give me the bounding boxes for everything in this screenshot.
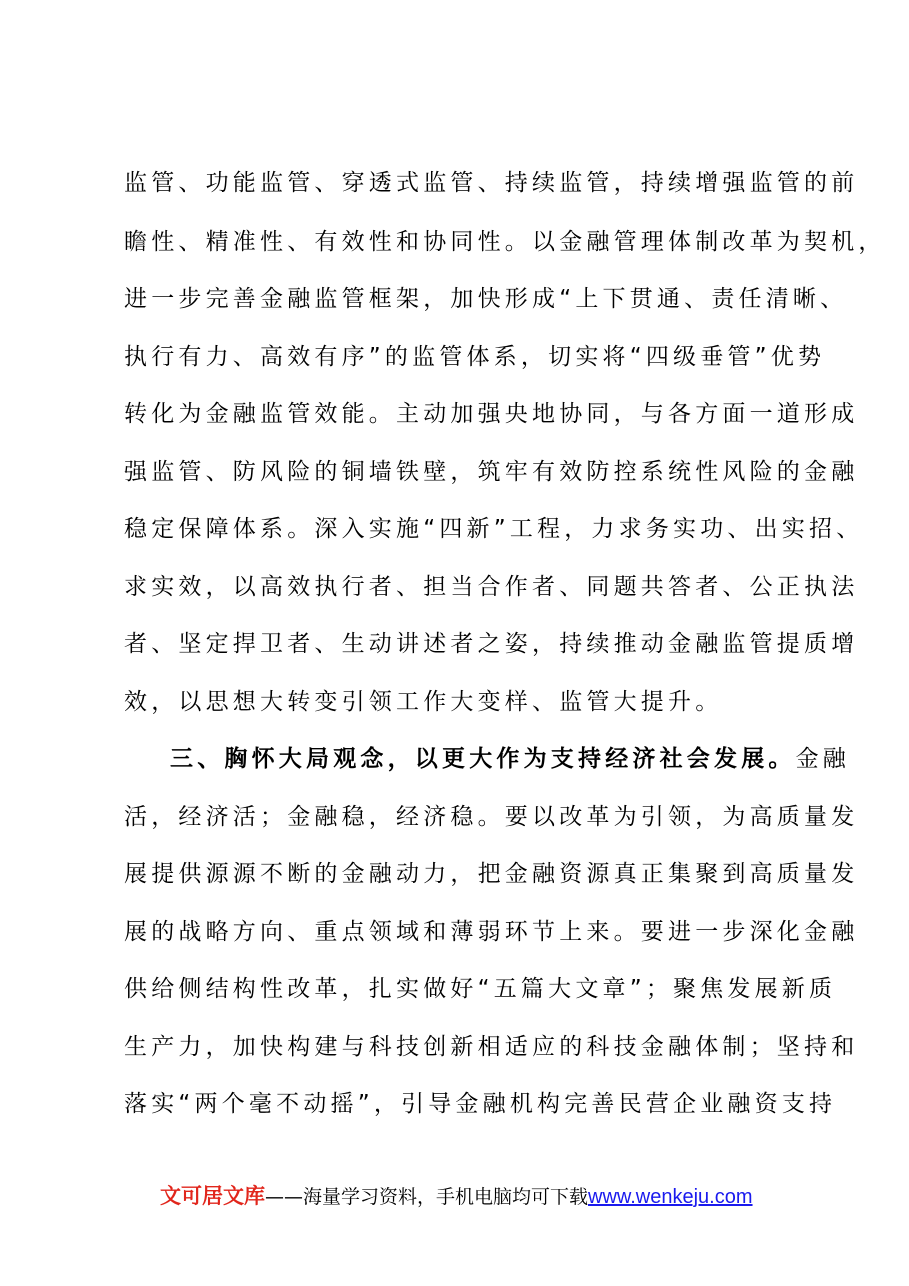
paragraph-line: 瞻性、精准性、有效性和协同性。以金融管理体制改革为契机， — [124, 229, 886, 255]
paragraph-line: 活，经济活；金融稳，经济稳。要以改革为引领，为高质量发 — [124, 804, 859, 830]
section-heading-tail: 金融 — [795, 746, 851, 772]
paragraph-line: 生产力，加快构建与科技创新相适应的科技金融体制；坚持和 — [124, 1034, 859, 1060]
paragraph-line: 监管、功能监管、穿透式监管、持续监管，持续增强监管的前 — [124, 170, 859, 196]
paragraph-line: 展提供源源不断的金融动力，把金融资源真正集聚到高质量发 — [124, 861, 859, 887]
paragraph-line: 求实效，以高效执行者、担当合作者、同题共答者、公正执法 — [124, 574, 859, 600]
paragraph-line: 强监管、防风险的铜墙铁壁，筑牢有效防控系统性风险的金融 — [124, 459, 859, 485]
paragraph-line: 者、坚定捍卫者、生动讲述者之姿，持续推动金融监管提质增 — [124, 631, 859, 657]
footer-tagline: ——海量学习资料，手机电脑均可下载 — [265, 1186, 589, 1208]
paragraph-line: 稳定保障体系。深入实施“四新”工程，力求务实功、出实招、 — [124, 516, 864, 542]
paragraph-line: 供给侧结构性改革，扎实做好“五篇大文章”；聚焦发展新质 — [124, 976, 837, 1002]
section-heading: 三、胸怀大局观念，以更大作为支持经济社会发展。 — [170, 746, 796, 772]
paragraph-line: 效，以思想大转变引领工作大变样、监管大提升。 — [124, 689, 723, 715]
section-heading-line — [170, 744, 851, 774]
paragraph-line: 进一步完善金融监管框架，加快形成“上下贯通、责任清晰、 — [124, 286, 848, 312]
paragraph-line: 展的战略方向、重点领域和薄弱环节上来。要进一步深化金融 — [124, 919, 859, 945]
paragraph-line: 执行有力、高效有序”的监管体系，切实将“四级垂管”优势 — [124, 344, 826, 370]
paragraph-line: 转化为金融监管效能。主动加强央地协同，与各方面一道形成 — [124, 401, 859, 427]
footer-link[interactable]: www.wenkeju.com — [588, 1186, 753, 1208]
paragraph-line: 落实“两个毫不动摇”，引导金融机构完善民营企业融资支持 — [124, 1091, 837, 1117]
footer-brand: 文可居文库 — [160, 1184, 265, 1208]
footer-banner — [160, 1181, 800, 1212]
